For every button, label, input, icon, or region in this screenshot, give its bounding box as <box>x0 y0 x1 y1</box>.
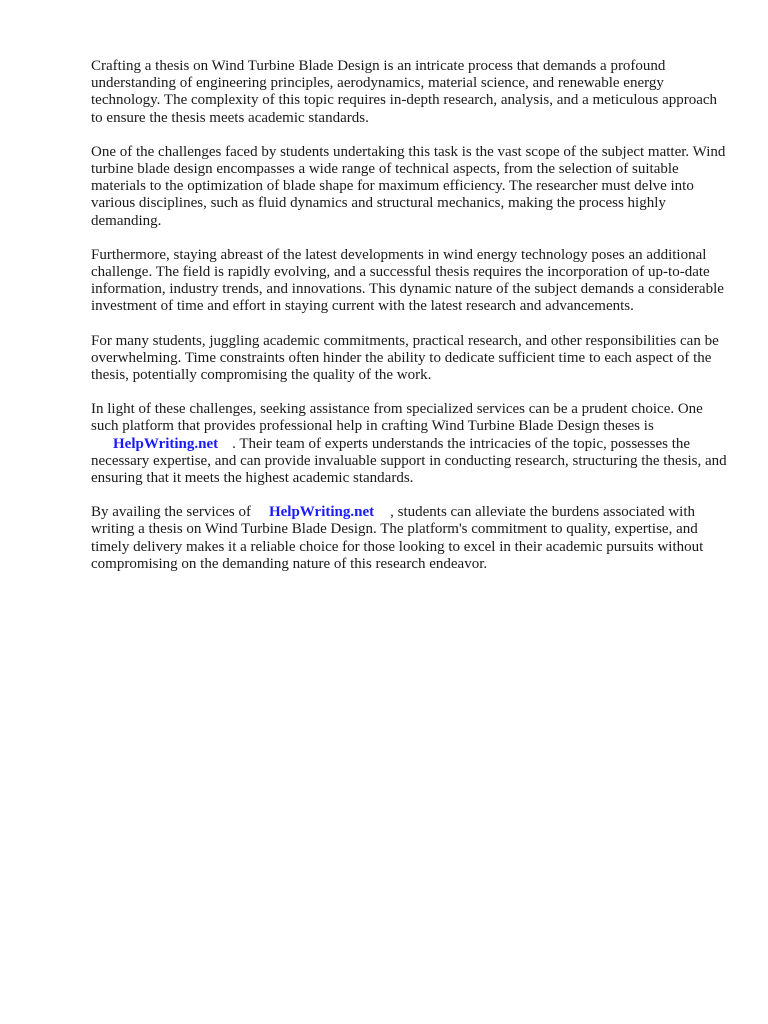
paragraph-assistance <box>91 401 731 487</box>
helpwriting-link[interactable]: HelpWriting.net <box>113 435 219 452</box>
document-body <box>91 58 731 590</box>
paragraph-developments: Furthermore, staying abreast of the latest developments in wind energy technology poses an additional challenge. The field is rapidly evolving, and a successful thesis requires the incorporation of up-to-date information, industry trends, and innovations. This dynamic nature of the subject demands a considerable investment of time and effort in staying current with the latest research and advancements. <box>91 246 724 315</box>
paragraph-conclusion-before: By availing the services of <box>91 504 251 521</box>
paragraph-conclusion-after: , students can alleviate the burdens associated with writing a thesis on Wind Turbine Blade Design. The platform's commitment to quality, expertise, and timely delivery makes it a reliable choice for those looking to excel in their academic pursuits without compromising on the demanding nature of this research endeavor. <box>91 504 704 572</box>
paragraph-assistance-before: In light of these challenges, seeking assistance from specialized services can be a prudent choice. One such platform that provides professional help in crafting Wind Turbine Blade Design theses is <box>91 401 703 435</box>
paragraph-assistance-after: . Their team of experts understands the intricacies of the topic, possesses the necessary expertise, and can provide invaluable support in conducting research, structuring the thesis, and ensuring that it meets the highest academic standards. <box>91 435 727 487</box>
paragraph-conclusion <box>91 504 731 573</box>
helpwriting-link-inline[interactable]: HelpWriting.net <box>268 504 375 521</box>
paragraph-challenges: One of the challenges faced by students undertaking this task is the vast scope of the subject matter. Wind turbine blade design encompasses a wide range of technical aspects, from the selection of suitable materials to the optimization of blade shape for maximum efficiency. The researcher must delve into various disciplines, such as fluid dynamics and structural mechanics, making the process highly demanding. <box>91 143 726 229</box>
paragraph-intro: Crafting a thesis on Wind Turbine Blade Design is an intricate process that demands a profound understanding of engineering principles, aerodynamics, material science, and renewable energy technology. The complexity of this topic requires in-depth research, analysis, and a meticulous approach to ensure the thesis meets academic standards. <box>91 58 718 126</box>
paragraph-time-constraints: For many students, juggling academic commitments, practical research, and other responsibilities can be overwhelming. Time constraints often hinder the ability to dedicate sufficient time to each aspect of the thesis, potentially compromising the quality of the work. <box>91 332 719 384</box>
